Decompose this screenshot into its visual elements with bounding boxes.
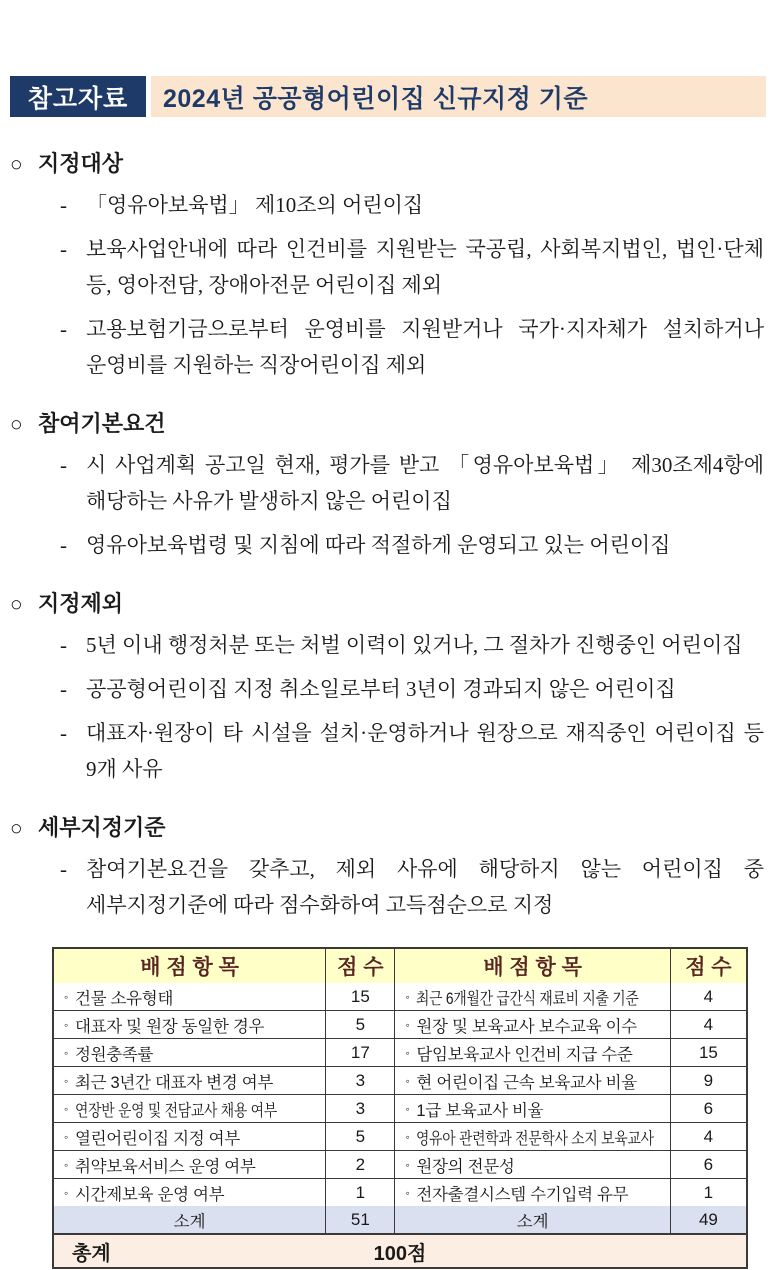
score-cell: 4	[670, 983, 746, 1010]
circle-bullet-icon: ◦	[405, 1073, 410, 1088]
circle-bullet-icon: ◦	[405, 1185, 410, 1200]
dash-bullet-icon: -	[60, 633, 67, 657]
table-row	[54, 983, 746, 1010]
score-cell: 5	[325, 1123, 394, 1150]
score-cell: 6	[670, 1151, 746, 1178]
section-item-text: 「영유아보육법」 제10조의 어린이집	[86, 193, 424, 217]
circle-bullet-icon: ◦	[64, 1157, 68, 1172]
circle-bullet-icon: ◦	[64, 1017, 68, 1032]
circle-bullet-icon: ◦	[405, 989, 410, 1004]
item-label-cell	[54, 1011, 325, 1038]
score-cell: 1	[670, 1179, 746, 1206]
dash-bullet-icon: -	[60, 193, 67, 217]
table-row	[54, 1066, 746, 1094]
score-cell: 15	[670, 1039, 746, 1066]
subtotal-row	[54, 1206, 746, 1233]
total-row	[54, 1233, 746, 1267]
circle-bullet-icon: ◦	[405, 1157, 410, 1172]
subtotal-label-right: 소계	[394, 1206, 669, 1233]
item-label-cell	[54, 1151, 325, 1178]
circle-bullet-icon: ○	[10, 412, 23, 436]
col-header-items-left: 배 점 항 목	[140, 956, 239, 979]
section-item-text: 대표자·원장이 타 시설을 설치·운영하거나 원장으로 재직중인 어린이집 등 9개 사유	[86, 721, 764, 781]
scoring-table	[52, 947, 748, 1269]
item-label-text: 시간제보육 운영 여부	[74, 1185, 225, 1204]
section-heading	[10, 147, 764, 178]
section-item	[60, 851, 764, 923]
circle-bullet-icon: ◦	[405, 1101, 410, 1116]
col-header-items-right: 배 점 항 목	[394, 949, 669, 983]
item-label-text: 전자출결시스템 수기입력 유무	[416, 1185, 629, 1204]
section-item-text: 시 사업계획 공고일 현재, 평가를 받고 「영유아보육법」 제30조제4항에 해당하는 사유가 발생하지 않은 어린이집	[86, 453, 764, 513]
section-item	[60, 447, 764, 519]
table-body	[54, 983, 746, 1206]
item-label-text: 정원충족률	[74, 1045, 154, 1064]
item-label-cell	[54, 1039, 325, 1066]
section-item-text: 5년 이내 행정처분 또는 처벌 이력이 있거나, 그 절차가 진행중인 어린이집	[86, 633, 743, 657]
score-cell: 5	[325, 1011, 394, 1038]
score-cell: 4	[670, 1123, 746, 1150]
section-heading	[10, 587, 764, 618]
col-header-score-left: 점 수	[325, 949, 394, 983]
circle-bullet-icon: ◦	[64, 989, 68, 1004]
section-3	[10, 811, 764, 923]
section-item-text: 영유아보육법령 및 지침에 따라 적절하게 운영되고 있는 어린이집	[86, 533, 671, 557]
item-label-text: 영유아 관련학과 전문학사 소지 보육교사	[416, 1129, 655, 1148]
item-label-cell	[394, 1011, 669, 1038]
section-1	[10, 407, 764, 563]
table-row	[54, 1038, 746, 1066]
col-header-score-right: 점 수	[670, 949, 746, 983]
item-label-text: 열린어린이집 지정 여부	[74, 1129, 240, 1148]
section-item	[60, 311, 764, 383]
circle-bullet-icon: ◦	[64, 1101, 68, 1116]
item-label-text: 최근 6개월간 급간식 재료비 지출 기준	[416, 989, 639, 1008]
item-label-text: 대표자 및 원장 동일한 경우	[74, 1017, 265, 1036]
score-cell: 15	[325, 983, 394, 1010]
section-heading	[10, 407, 764, 438]
item-label-cell	[54, 1123, 325, 1150]
section-item	[60, 715, 764, 787]
section-item	[60, 671, 764, 707]
section-item-text: 공공형어린이집 지정 취소일로부터 3년이 경과되지 않은 어린이집	[86, 677, 676, 701]
score-cell: 1	[325, 1179, 394, 1206]
circle-bullet-icon: ○	[10, 592, 23, 616]
item-label-text: 취약보육서비스 운영 여부	[74, 1157, 256, 1176]
page-header	[10, 76, 766, 117]
table-row	[54, 1178, 746, 1206]
subtotal-label-left: 소계	[173, 1212, 206, 1231]
score-cell: 3	[325, 1067, 394, 1094]
subtotal-score-left: 51	[325, 1206, 394, 1233]
item-label-cell	[394, 1123, 669, 1150]
item-label-cell	[54, 983, 325, 1010]
dash-bullet-icon: -	[60, 237, 67, 261]
document-page	[0, 76, 780, 1269]
page-title: 2024년 공공형어린이집 신규지정 기준	[151, 76, 766, 117]
item-label-cell	[394, 983, 669, 1010]
subtotal-score-right: 49	[670, 1206, 746, 1233]
circle-bullet-icon: ○	[10, 816, 23, 840]
total-value: 100점	[373, 1242, 427, 1265]
item-label-text: 연장반 운영 및 전담교사 채용 여부	[74, 1101, 277, 1120]
table-row	[54, 1010, 746, 1038]
circle-bullet-icon: ◦	[64, 1045, 68, 1060]
section-item	[60, 627, 764, 663]
score-cell: 2	[325, 1151, 394, 1178]
item-label-cell	[394, 1179, 669, 1206]
item-label-text: 건물 소유형태	[74, 989, 174, 1008]
circle-bullet-icon: ◦	[64, 1185, 68, 1200]
item-label-text: 최근 3년간 대표자 변경 여부	[74, 1073, 274, 1092]
section-item-text: 고용보험기금으로부터 운영비를 지원받거나 국가·지자체가 설치하거나 운영비를 지원하는 직장어린이집 제외	[86, 317, 764, 377]
score-cell: 17	[325, 1039, 394, 1066]
sections-container	[10, 147, 764, 923]
table-row	[54, 1150, 746, 1178]
item-label-cell	[394, 1067, 669, 1094]
circle-bullet-icon: ◦	[405, 1129, 410, 1144]
table-header-row	[54, 949, 746, 983]
item-label-cell	[394, 1151, 669, 1178]
section-heading	[10, 811, 764, 842]
score-cell: 4	[670, 1011, 746, 1038]
item-label-cell	[394, 1095, 669, 1122]
section-title-text: 세부지정기준	[38, 815, 166, 840]
circle-bullet-icon: ◦	[64, 1129, 68, 1144]
item-label-cell	[54, 1095, 325, 1122]
section-item	[60, 527, 764, 563]
total-label: 총계	[72, 1242, 111, 1265]
section-item	[60, 187, 764, 223]
dash-bullet-icon: -	[60, 533, 67, 557]
item-label-text: 담임보육교사 인건비 지급 수준	[416, 1045, 633, 1064]
item-label-text: 1급 보육교사 비율	[416, 1101, 544, 1120]
score-cell: 3	[325, 1095, 394, 1122]
dash-bullet-icon: -	[60, 677, 67, 701]
circle-bullet-icon: ◦	[405, 1045, 410, 1060]
section-title-text: 지정대상	[38, 151, 124, 176]
dash-bullet-icon: -	[60, 857, 67, 881]
item-label-cell	[54, 1067, 325, 1094]
dash-bullet-icon: -	[60, 453, 67, 477]
table-row	[54, 1122, 746, 1150]
circle-bullet-icon: ◦	[64, 1073, 68, 1088]
score-cell: 9	[670, 1067, 746, 1094]
item-label-text: 원장 및 보육교사 보수교육 이수	[416, 1017, 637, 1036]
section-item	[60, 231, 764, 303]
section-title-text: 지정제외	[38, 591, 124, 616]
item-label-cell	[394, 1039, 669, 1066]
score-cell: 6	[670, 1095, 746, 1122]
section-0	[10, 147, 764, 383]
circle-bullet-icon: ○	[10, 152, 23, 176]
dash-bullet-icon: -	[60, 721, 67, 745]
section-2	[10, 587, 764, 787]
dash-bullet-icon: -	[60, 317, 67, 341]
item-label-text: 원장의 전문성	[416, 1157, 515, 1176]
section-item-text: 보육사업안내에 따라 인건비를 지원받는 국공립, 사회복지법인, 법인·단체 등, 영아전담, 장애아전문 어린이집 제외	[86, 237, 764, 297]
item-label-cell	[54, 1179, 325, 1206]
reference-badge: 참고자료	[10, 76, 146, 117]
item-label-text: 현 어린이집 근속 보육교사 비율	[416, 1073, 637, 1092]
circle-bullet-icon: ◦	[405, 1017, 410, 1032]
section-item-text: 참여기본요건을 갖추고, 제외 사유에 해당하지 않는 어린이집 중 세부지정기준에 따라 점수화하여 고득점순으로 지정	[86, 857, 764, 917]
section-title-text: 참여기본요건	[38, 411, 166, 436]
table-row	[54, 1094, 746, 1122]
